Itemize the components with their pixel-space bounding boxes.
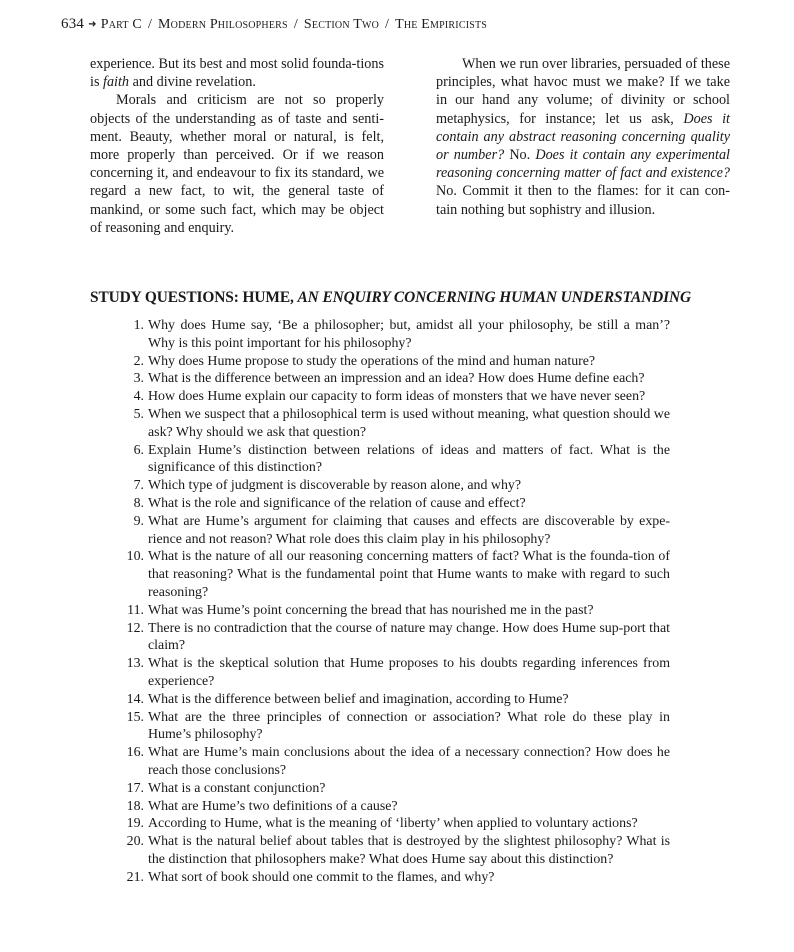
question-text: What is the role and significance of the relation of cause and effect?: [148, 495, 526, 511]
question-text: What is a constant conjunction?: [148, 780, 326, 796]
header-separator: /: [147, 17, 153, 32]
header-section-b: Section Two: [303, 17, 380, 32]
paragraph-text: experience. But its best and most solid founda-tions is: [90, 56, 384, 91]
study-question-item: [118, 815, 670, 833]
study-question-item: [118, 780, 670, 798]
paragraph-emphasis: Does it contain any experimental reasoning concerning matter of fact and existence?: [436, 147, 730, 182]
paragraph-text: No.: [504, 147, 536, 164]
question-text: What are the three principles of connection or association? What role do these play in Hume’s philosophy?: [148, 709, 670, 743]
page-number: 634: [61, 16, 85, 32]
question-number: 3.: [133, 371, 144, 387]
question-number: 6.: [133, 442, 144, 458]
study-question-item: [118, 798, 670, 816]
question-text: There is no contradiction that the course of nature may change. How does Hume sup-port that claim?: [148, 620, 670, 654]
study-questions-heading: [90, 289, 730, 307]
study-question-item: [118, 691, 670, 709]
paragraph-text: No. Commit it then to the flames: for it can con-tain nothing but sophistry and illusion.: [436, 183, 730, 218]
paragraph-text: and divine revelation.: [129, 74, 256, 91]
question-number: 8.: [133, 495, 144, 511]
paragraph-emphasis: faith: [103, 74, 130, 91]
study-questions-list: [118, 317, 670, 887]
left-column: [90, 55, 384, 237]
paragraph: Morals and criticism are not so properly objects of the understanding as of taste and senti-ment. Beauty, whether moral or natural, is felt, more properly than perceived. Or if we reason concerning it, and endeavour to fix its standard, we regard a new fact, to wit, the general taste of mankind, or some such fact, which may be object of reasoning and enquiry.: [90, 92, 384, 236]
question-text: According to Hume, what is the meaning of ‘liberty’ when applied to voluntary actions?: [148, 816, 638, 832]
study-question-item: [118, 406, 670, 442]
question-text: What was Hume’s point concerning the bread that has nourished me in the past?: [148, 602, 594, 618]
study-question-item: [118, 548, 670, 601]
question-number: 11.: [127, 602, 144, 618]
paragraph-text: When we run over libraries, persuaded of these principles, what havoc must we make? If we take in our hand any volume; of divinity or school metaphysics, for instance; let us ask,: [436, 56, 730, 127]
study-question-item: [118, 317, 670, 353]
question-number: 20.: [126, 834, 144, 850]
paragraph: [90, 55, 384, 91]
question-number: 12.: [126, 620, 144, 636]
question-text: Why does Hume say, ‘Be a philosopher; but, amidst all your philosophy, be still a man’? Why is this point important for his philosophy?: [148, 318, 670, 351]
question-number: 17.: [126, 780, 144, 796]
question-number: 1.: [133, 318, 144, 333]
question-text: What is the skeptical solution that Hume proposes to his doubts regarding inferences from experience?: [148, 656, 670, 689]
question-text: What are Hume’s two definitions of a cause?: [148, 798, 398, 814]
question-number: 14.: [126, 691, 144, 707]
question-number: 16.: [126, 745, 144, 761]
heading-book-title: AN ENQUIRY CONCERNING HUMAN UNDERSTANDING: [297, 289, 692, 306]
question-text: What is the difference between an impression and an idea? How does Hume define each?: [148, 371, 645, 387]
study-question-item: [118, 869, 670, 887]
header-separator: /: [385, 17, 390, 32]
question-number: 10.: [126, 549, 144, 565]
study-question-item: [118, 833, 670, 869]
header-separator: /: [293, 17, 298, 32]
question-number: 2.: [133, 353, 144, 369]
question-number: 15.: [126, 709, 144, 725]
study-question-item: [118, 602, 670, 620]
study-question-item: [118, 477, 670, 495]
study-question-item: [118, 655, 670, 691]
question-text: What are Hume’s argument for claiming that causes and effects are discoverable by expe-rience and not reason? What role does this claim play in his philosophy?: [148, 513, 670, 547]
study-question-item: [118, 744, 670, 780]
right-column: [436, 55, 730, 219]
study-question-item: [118, 353, 670, 371]
question-text: What are Hume’s main conclusions about the idea of a necessary connection? How does he reach those conclusions?: [148, 745, 670, 778]
study-question-item: [118, 495, 670, 513]
question-text: Explain Hume’s distinction between relations of ideas and matters of fact. What is the significance of this distinction?: [148, 442, 670, 476]
running-header: [61, 16, 751, 33]
question-text: When we suspect that a philosophical term is used without meaning, what question should we ask? Why should we ask that question?: [148, 406, 670, 440]
header-section-a: Modern Philosophers: [158, 17, 288, 32]
question-number: 9.: [133, 513, 144, 529]
paragraph-emphasis: Does it contain any abstract reasoning concerning quality or number?: [436, 110, 730, 164]
question-text: Why does Hume propose to study the operations of the mind and human nature?: [148, 353, 596, 369]
question-text: What is the nature of all our reasoning concerning matters of fact? What is the founda-tion of that reasoning? What is the fundamental point that Hume wants to make with regard to such reasoning?: [148, 549, 670, 600]
study-question-item: [118, 513, 670, 549]
question-text: What is the natural belief about tables that is destroyed by the slightest philosophy? What is the distinction that philosophers make? What does Hume say about this distinction?: [148, 834, 670, 867]
question-number: 19.: [126, 816, 144, 832]
header-section-c: The Empiricists: [395, 17, 488, 32]
question-number: 18.: [126, 798, 144, 814]
question-text: How does Hume explain our capacity to form ideas of monsters that we have never seen?: [148, 389, 646, 405]
study-question-item: [118, 388, 670, 406]
header-part: Part C: [100, 17, 142, 32]
question-number: 7.: [133, 478, 144, 494]
question-number: 4.: [133, 389, 144, 405]
question-text: What is the difference between belief and imagination, according to Hume?: [148, 691, 569, 707]
question-text: Which type of judgment is discoverable by reason alone, and why?: [148, 478, 522, 494]
heading-text: STUDY QUESTIONS: HUME,: [90, 289, 298, 306]
arrow-bullet-icon: ➜: [88, 19, 97, 30]
question-number: 5.: [133, 406, 144, 422]
question-number: 21.: [126, 869, 144, 885]
question-text: What sort of book should one commit to the flames, and why?: [148, 869, 495, 885]
study-question-item: [118, 370, 670, 388]
study-question-item: [118, 709, 670, 745]
study-question-item: [118, 442, 670, 478]
question-number: 13.: [126, 656, 144, 672]
paragraph: [436, 55, 730, 219]
study-question-item: [118, 620, 670, 656]
